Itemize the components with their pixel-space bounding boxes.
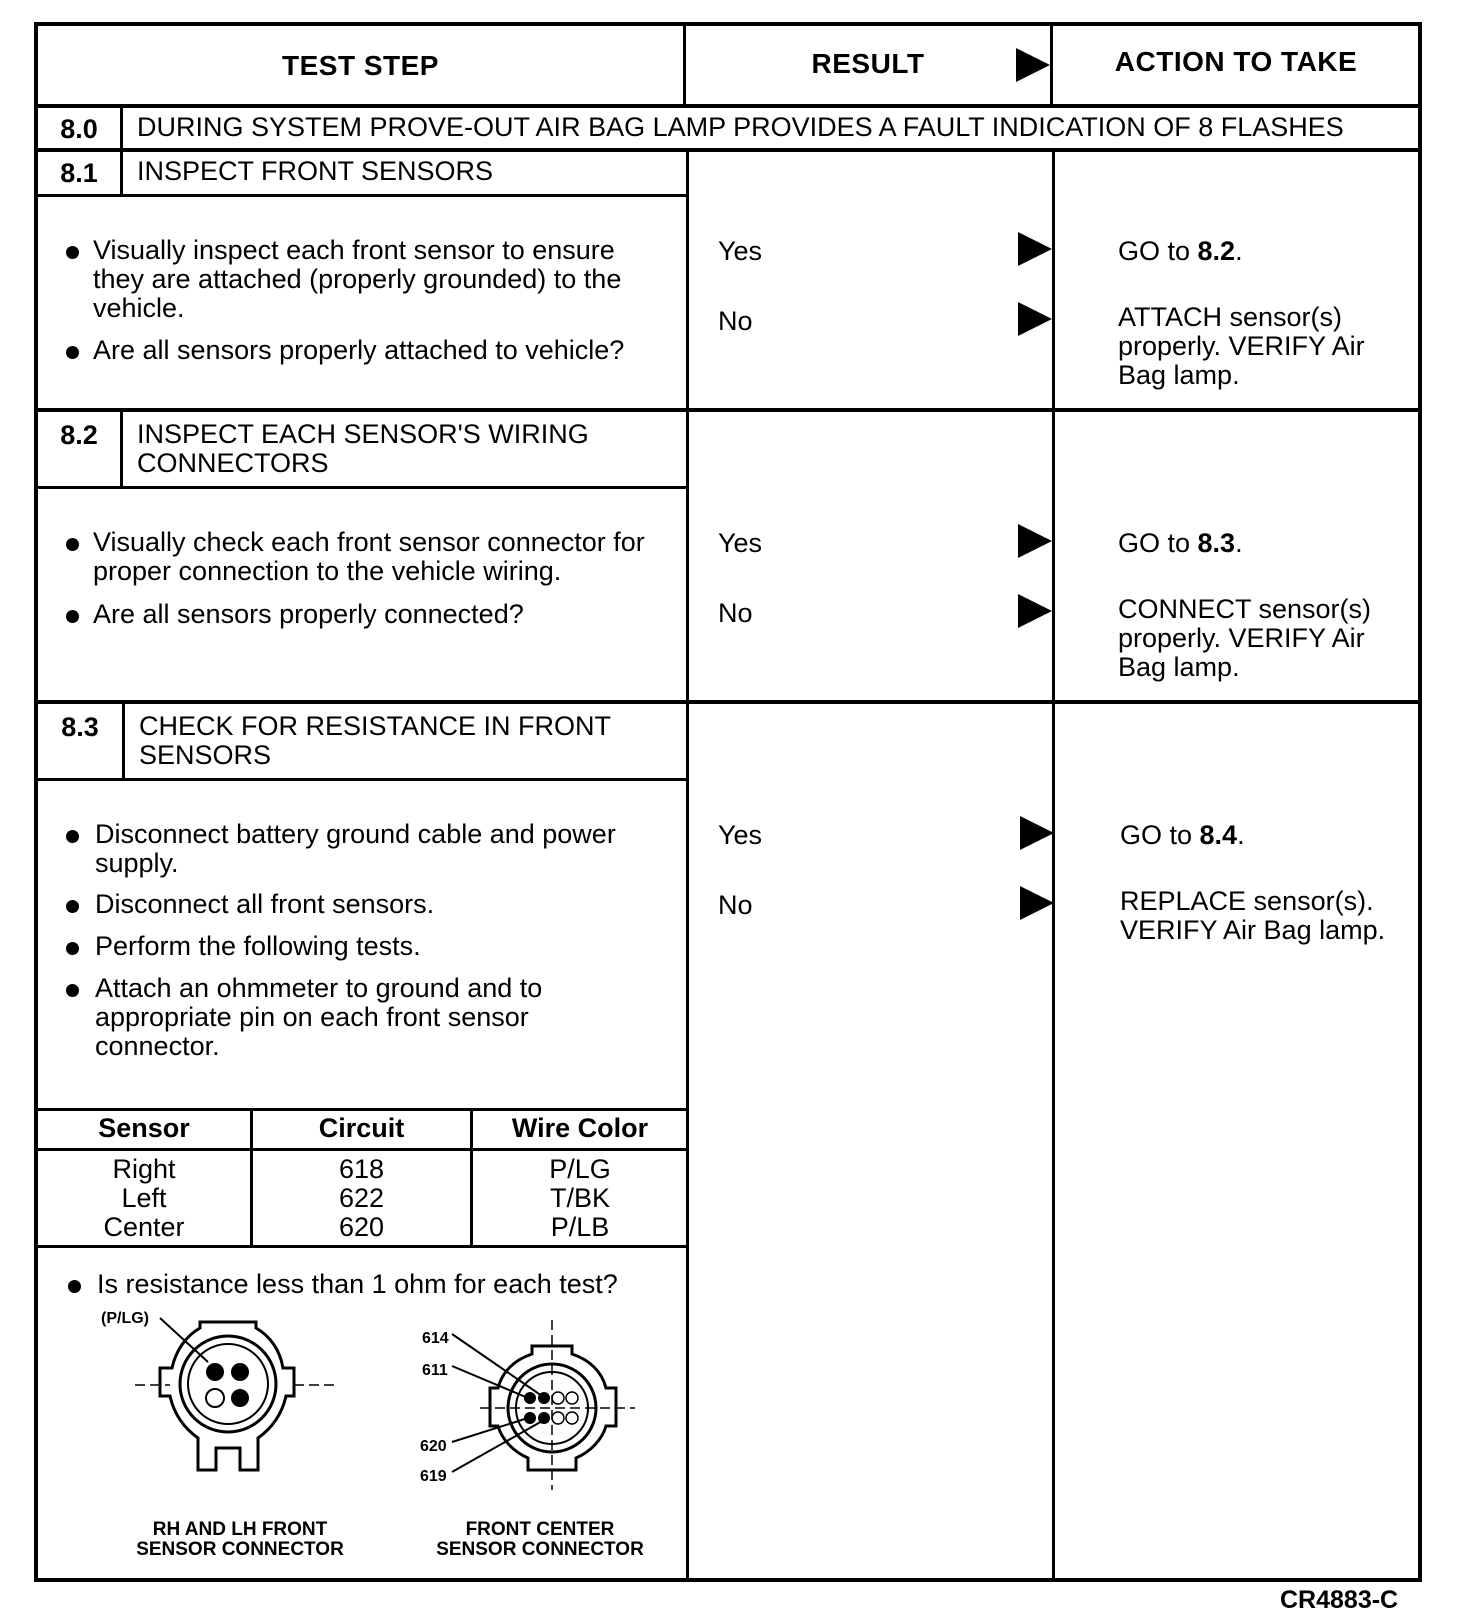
table-cell: Right: [112, 1154, 176, 1184]
bullet-icon: [66, 610, 79, 623]
sensor-table-bottom: [34, 1245, 688, 1248]
bullet-icon: [68, 1280, 81, 1293]
step83-title: CHECK FOR RESISTANCE IN FRONT SENSORS: [139, 711, 611, 770]
step82-bullet-2: Are all sensors properly connected?: [93, 599, 524, 629]
table-border-top: [34, 22, 1420, 26]
table-cell: 618: [338, 1154, 385, 1184]
yes-arrow-icon: [1018, 232, 1052, 266]
step82-no-action: CONNECT sensor(s) properly. VERIFY Air Bag lamp.: [1118, 594, 1372, 682]
step80-num-divider: [120, 104, 123, 150]
table-cell: 622: [338, 1183, 385, 1213]
pin-empty: [206, 1389, 224, 1407]
step81-bottom-rule: [34, 408, 1422, 412]
caption-line: RH AND LH FRONT: [152, 1519, 328, 1540]
diagram-left-caption: [100, 1520, 380, 1560]
bullet-icon: [66, 984, 79, 997]
pin-filled: [231, 1389, 249, 1407]
step82-number: 8.2: [60, 420, 98, 450]
bullet-icon: [66, 900, 79, 913]
header-action: ACTION TO TAKE: [1114, 46, 1358, 77]
step81-bullet-2: Are all sensors properly attached to vehicle?: [93, 335, 625, 365]
table-cell: P/LG: [549, 1154, 611, 1184]
action-column-divider: [1052, 150, 1055, 1580]
table-border-bottom: [34, 1578, 1422, 1582]
step81-yes: Yes: [718, 236, 763, 266]
sensor-table-header-wire-color: Wire Color: [511, 1113, 649, 1143]
sensor-table-header-circuit: Circuit: [318, 1113, 405, 1143]
step81-no: No: [718, 306, 753, 336]
table-cell: Center: [103, 1212, 185, 1242]
header-result: RESULT: [811, 48, 925, 79]
step82-title-rule: [34, 486, 688, 489]
table-border-left: [34, 22, 38, 1580]
step81-num-divider: [120, 150, 123, 196]
step80-bottom-rule: [34, 148, 1422, 152]
bullet-icon: [66, 246, 79, 259]
bullet-icon: [66, 538, 79, 551]
bullet-icon: [66, 942, 79, 955]
diagram-right-caption: [400, 1520, 680, 1560]
table-cell: Left: [121, 1183, 167, 1213]
table-cell: T/BK: [549, 1183, 610, 1213]
pin-empty: [552, 1412, 564, 1424]
pin-label-620: 620: [420, 1438, 447, 1455]
caption-line: SENSOR CONNECTOR: [136, 1539, 344, 1560]
connector-ring: [508, 1364, 596, 1452]
step83-bullet-3: Perform the following tests.: [95, 931, 421, 961]
yes-arrow-icon: [1020, 816, 1054, 850]
sensor-table-header-rule: [34, 1148, 688, 1151]
no-arrow-icon: [1018, 302, 1052, 336]
step83-num-divider: [122, 702, 125, 780]
pin-label-619: 619: [420, 1468, 447, 1485]
header-test-step: TEST STEP: [282, 50, 439, 81]
pin-label-614: 614: [422, 1330, 449, 1347]
step83-question: Is resistance less than 1 ohm for each test?: [97, 1269, 618, 1299]
step83-bullet-1: Disconnect battery ground cable and power supply.: [95, 819, 616, 878]
pin-label-611: 611: [422, 1362, 448, 1379]
step82-yes: Yes: [718, 528, 763, 558]
pin-empty: [552, 1392, 564, 1404]
pin-filled: [231, 1363, 249, 1381]
step80-number: 8.0: [60, 114, 98, 144]
result-column-divider: [686, 150, 689, 1580]
pin-label-plg: (P/LG): [101, 1310, 149, 1327]
rh-lh-connector-diagram: [90, 1310, 370, 1500]
figure-code: CR4883-C: [1280, 1586, 1399, 1614]
step81-number: 8.1: [60, 158, 98, 188]
sensor-table-header-sensor: Sensor: [98, 1113, 190, 1143]
table-cell: 620: [338, 1212, 385, 1242]
no-arrow-icon: [1020, 886, 1054, 920]
step83-number: 8.3: [61, 712, 99, 742]
caption-line: SENSOR CONNECTOR: [436, 1539, 644, 1560]
yes-arrow-icon: [1018, 524, 1052, 558]
step83-title-rule: [34, 778, 688, 781]
step83-no: No: [718, 890, 753, 920]
step80-title: DURING SYSTEM PROVE-OUT AIR BAG LAMP PROVIDES A FAULT INDICATION OF 8 FLASHES: [137, 112, 1344, 142]
step82-yes-action: GO to 8.3.: [1118, 528, 1243, 558]
step83-yes: Yes: [718, 820, 763, 850]
step82-no: No: [718, 598, 753, 628]
step81-no-action: ATTACH sensor(s) properly. VERIFY Air Bag lamp.: [1118, 302, 1365, 390]
header-bottom-rule: [34, 104, 1422, 108]
result-arrow-icon: [1016, 48, 1050, 82]
step83-bullet-2: Disconnect all front sensors.: [95, 889, 435, 919]
pin-empty: [566, 1392, 578, 1404]
step83-bullet-4: Attach an ohmmeter to ground and to appropriate pin on each front sensor connector.: [95, 973, 543, 1061]
step82-title: INSPECT EACH SENSOR'S WIRING CONNECTORS: [137, 419, 589, 478]
step81-title: INSPECT FRONT SENSORS: [137, 156, 494, 186]
step82-bottom-rule: [34, 700, 1422, 704]
front-center-connector-diagram: [420, 1320, 670, 1500]
step82-bullet-1: Visually check each front sensor connector for proper connection to the vehicle wiring.: [93, 527, 645, 586]
caption-line: FRONT CENTER: [465, 1519, 615, 1540]
pin-filled: [206, 1363, 224, 1381]
table-cell: P/LB: [550, 1212, 610, 1242]
no-arrow-icon: [1018, 594, 1052, 628]
bullet-icon: [66, 830, 79, 843]
step81-title-rule: [34, 194, 688, 197]
table-border-right: [1418, 22, 1422, 1580]
step83-yes-action: GO to 8.4.: [1120, 820, 1245, 850]
step81-yes-action: GO to 8.2.: [1118, 236, 1243, 266]
step81-bullet-1: Visually inspect each front sensor to ensure they are attached (properly grounded) to the vehicle.: [93, 235, 622, 323]
pin-empty: [566, 1412, 578, 1424]
bullet-icon: [66, 346, 79, 359]
sensor-table-top: [34, 1108, 688, 1111]
step83-no-action: REPLACE sensor(s). VERIFY Air Bag lamp.: [1120, 886, 1386, 945]
step82-num-divider: [120, 410, 123, 488]
